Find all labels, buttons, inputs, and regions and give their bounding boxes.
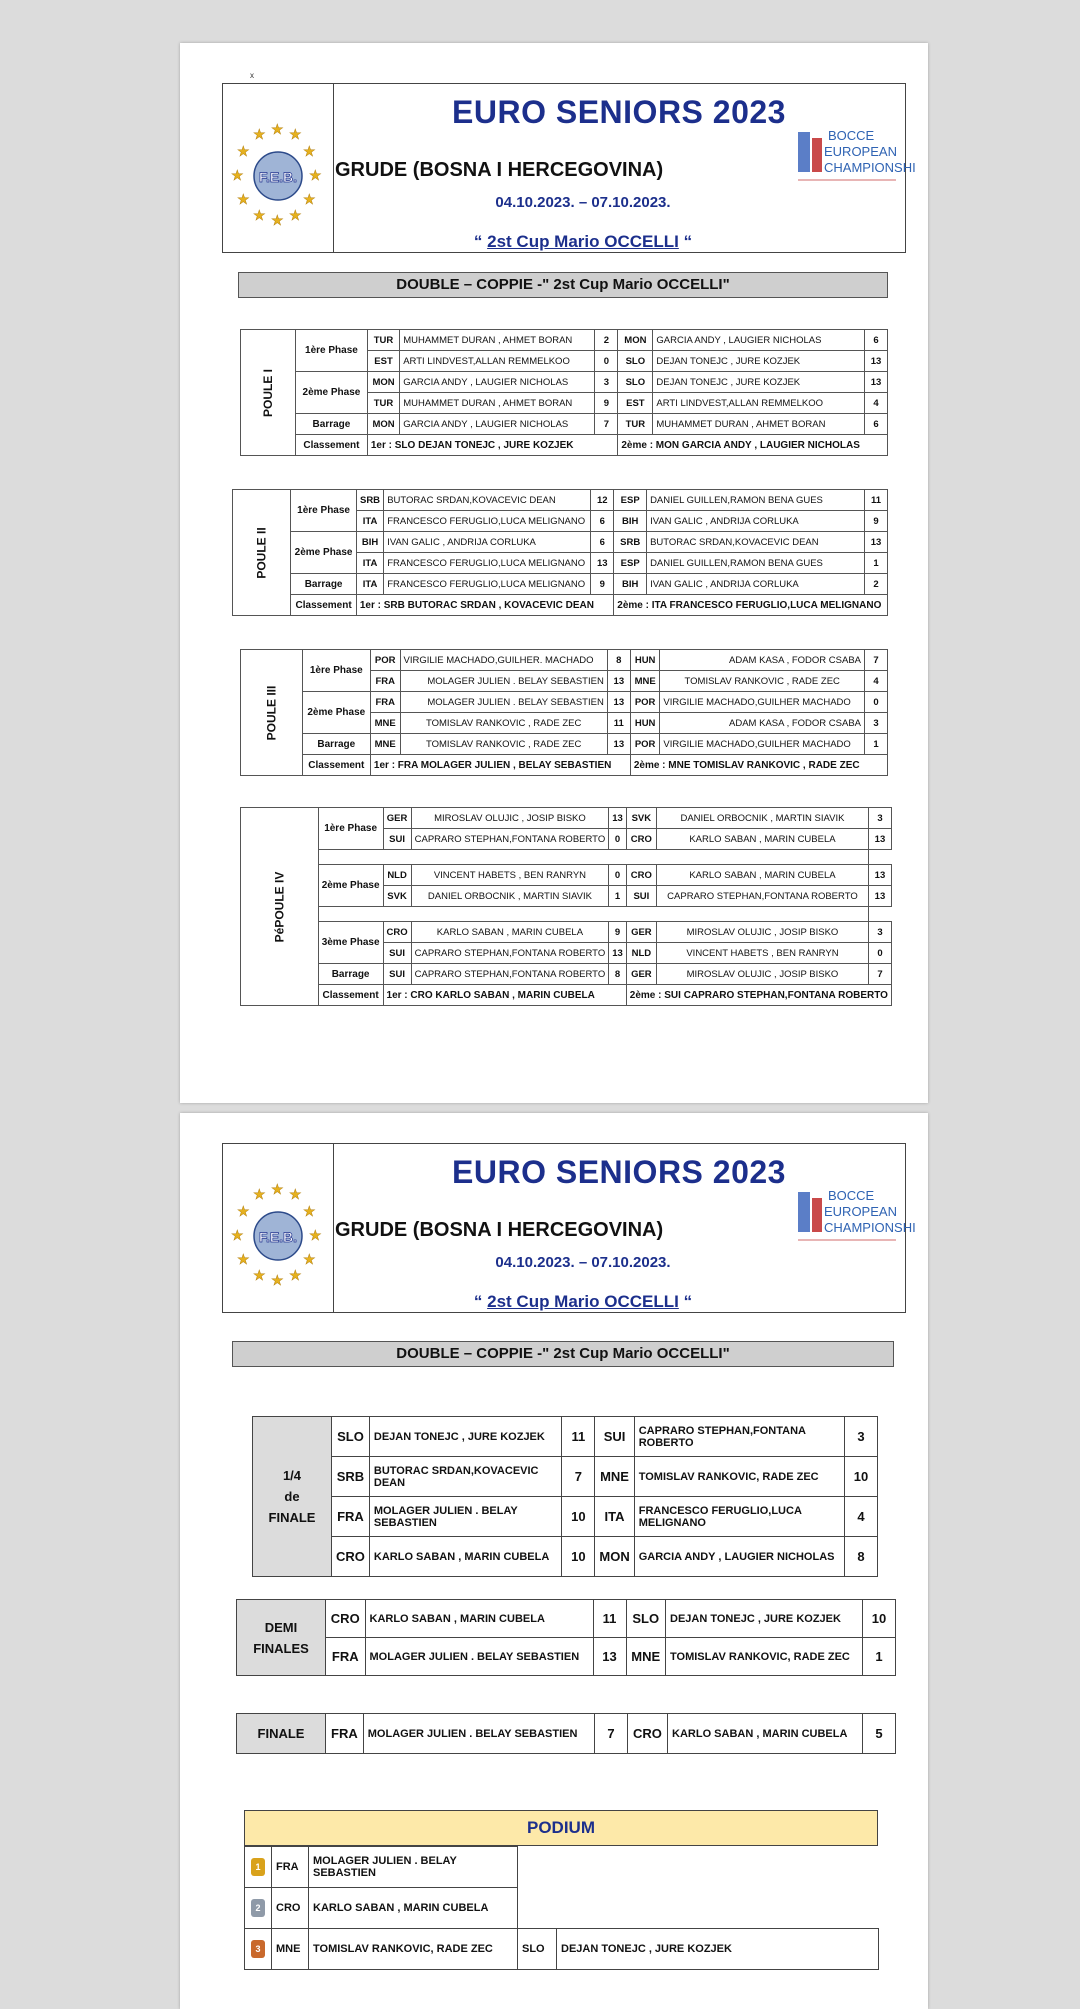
event-header [222, 83, 916, 253]
score: 13 [868, 829, 891, 850]
score: 7 [865, 650, 888, 671]
team-code: CRO [626, 865, 656, 886]
players: GARCIA ANDY , LAUGIER NICHOLAS [400, 414, 595, 435]
team-code: POR [630, 692, 660, 713]
score: 3 [595, 372, 618, 393]
svg-text:★: ★ [271, 212, 284, 228]
svg-text:★: ★ [231, 1227, 244, 1243]
phase-label: 2ème Phase [296, 372, 368, 414]
players: DANIEL GUILLEN,RAMON BENA GUES [647, 490, 865, 511]
cup-name [333, 232, 833, 252]
players: TOMISLAV RANKOVIC , RADE ZEC [400, 734, 607, 755]
team-code: SUI [383, 964, 411, 985]
team-code: GER [626, 964, 656, 985]
section-banner: DOUBLE – COPPIE -" 2st Cup Mario OCCELLI" [238, 272, 888, 298]
players: VIRGILIE MACHADO,GUILHER MACHADO [660, 692, 865, 713]
players: FRANCESCO FERUGLIO,LUCA MELIGNANO [384, 553, 591, 574]
team-code: SLO [332, 1417, 370, 1457]
cup-open-quote: “ [473, 232, 488, 251]
poule-label: PéPOULE IV [241, 808, 319, 1006]
team-code: SUI [595, 1417, 634, 1457]
score: 2 [865, 574, 888, 595]
score: 12 [591, 490, 614, 511]
svg-text:★: ★ [237, 191, 250, 207]
score: 8 [845, 1537, 878, 1577]
players: GARCIA ANDY , LAUGIER NICHOLAS [400, 372, 595, 393]
svg-text:BOCCE: BOCCE [828, 128, 875, 143]
players: GARCIA ANDY , LAUGIER NICHOLAS [653, 330, 865, 351]
team-code: POR [630, 734, 660, 755]
second-place: 2ème : MON GARCIA ANDY , LAUGIER NICHOLAS [618, 435, 888, 456]
score: 11 [562, 1417, 595, 1457]
players: BUTORAC SRDAN,KOVACEVIC DEAN [647, 532, 865, 553]
phase-label: 1ère Phase [318, 808, 383, 850]
event-title: EURO SENIORS 2023 [452, 94, 786, 130]
players: KARLO SABAN , MARIN CUBELA [656, 829, 868, 850]
document-page-2 [180, 1113, 928, 2009]
team-code: ITA [356, 574, 383, 595]
score: 6 [865, 414, 888, 435]
quarter-final-table [252, 1416, 878, 1577]
score: 13 [609, 808, 627, 829]
score: 7 [594, 1714, 627, 1754]
team-code: MNE [272, 1929, 309, 1970]
phase-label: 2ème Phase [318, 865, 383, 907]
score: 0 [865, 692, 888, 713]
team-code: NLD [626, 943, 656, 964]
svg-text:★: ★ [253, 1186, 266, 1202]
players: VINCENT HABETS , BEN RANRYN [656, 943, 868, 964]
score: 6 [865, 330, 888, 351]
team-code: BIH [356, 532, 383, 553]
players: ADAM KASA , FODOR CSABA [660, 650, 865, 671]
players: MUHAMMET DURAN , AHMET BORAN [653, 414, 865, 435]
svg-text:★: ★ [271, 121, 284, 137]
players: DEJAN TONEJC , JURE KOZJEK [369, 1417, 561, 1457]
players: VINCENT HABETS , BEN RANRYN [411, 865, 609, 886]
phase-label: 2ème Phase [291, 532, 357, 574]
svg-text:★: ★ [231, 167, 244, 183]
score: 8 [609, 964, 627, 985]
team-code: MNE [370, 713, 400, 734]
players: MIROSLAV OLUJIC , JOSIP BISKO [656, 964, 868, 985]
players: MUHAMMET DURAN , AHMET BORAN [400, 393, 595, 414]
svg-text:★: ★ [309, 1227, 322, 1243]
row-spacer [318, 850, 868, 865]
section-banner: DOUBLE – COPPIE -" 2st Cup Mario OCCELLI" [232, 1341, 894, 1367]
phase-label: Barrage [302, 734, 370, 755]
players: BUTORAC SRDAN,KOVACEVIC DEAN [369, 1457, 561, 1497]
team-code: CRO [627, 1714, 667, 1754]
event-dates: 04.10.2023. – 07.10.2023. [495, 194, 671, 211]
players: MOLAGER JULIEN . BELAY SEBASTIEN [400, 671, 607, 692]
score: 13 [868, 886, 891, 907]
score: 4 [865, 393, 888, 414]
bocce-logo [796, 1184, 916, 1262]
cup-open-quote: “ [473, 1292, 488, 1311]
players: MOLAGER JULIEN . BELAY SEBASTIEN [365, 1638, 593, 1676]
cup-name [333, 1292, 833, 1312]
team-code: CRO [332, 1537, 370, 1577]
svg-text:★: ★ [303, 143, 316, 159]
poule-table-3 [240, 649, 888, 776]
team-code: HUN [630, 650, 660, 671]
players: KARLO SABAN , MARIN CUBELA [668, 1714, 863, 1754]
phase-label: 3ème Phase [318, 922, 383, 964]
score: 10 [845, 1457, 878, 1497]
players: TOMISLAV RANKOVIC, RADE ZEC [634, 1457, 844, 1497]
team-code: MON [595, 1537, 634, 1577]
score: 13 [591, 553, 614, 574]
score: 7 [868, 964, 891, 985]
event-dates: 04.10.2023. – 07.10.2023. [495, 1254, 671, 1271]
svg-text:★: ★ [253, 126, 266, 142]
players: MOLAGER JULIEN . BELAY SEBASTIEN [400, 692, 607, 713]
players: FRANCESCO FERUGLIO,LUCA MELIGNANO [634, 1497, 844, 1537]
players: MUHAMMET DURAN , AHMET BORAN [400, 330, 595, 351]
team-code: SUI [383, 829, 411, 850]
svg-text:F.E.B.: F.E.B. [258, 169, 298, 185]
score: 2 [595, 330, 618, 351]
page-mark: x [250, 71, 254, 80]
team-code: HUN [630, 713, 660, 734]
team-code: MNE [630, 671, 660, 692]
players: IVAN GALIC , ANDRIJA CORLUKA [647, 511, 865, 532]
players: DEJAN TONEJC , JURE KOZJEK [666, 1600, 863, 1638]
score: 4 [865, 671, 888, 692]
score: 13 [865, 532, 888, 553]
phase-label: 1ère Phase [296, 330, 368, 372]
phase-label: 2ème Phase [302, 692, 370, 734]
svg-text:★: ★ [303, 191, 316, 207]
score: 3 [845, 1417, 878, 1457]
empty-cell [518, 1888, 879, 1929]
score: 3 [865, 713, 888, 734]
poule-label: POULE I [241, 330, 296, 456]
svg-text:★: ★ [289, 1267, 302, 1283]
team-code: BIH [614, 574, 647, 595]
score: 6 [591, 532, 614, 553]
event-header [222, 1143, 916, 1313]
feb-logo-cell [223, 84, 334, 252]
team-code: FRA [370, 671, 400, 692]
team-code: MNE [595, 1457, 634, 1497]
team-code: TUR [367, 393, 399, 414]
score: 9 [865, 511, 888, 532]
score: 9 [595, 393, 618, 414]
svg-text:CHAMPIONSHI: CHAMPIONSHI [824, 160, 916, 175]
svg-text:EUROPEAN: EUROPEAN [824, 1204, 897, 1219]
team-code: GER [626, 922, 656, 943]
poule-table-4 [240, 807, 892, 1006]
score: 7 [562, 1457, 595, 1497]
semi-final-label: DEMI FINALES [237, 1600, 326, 1676]
poule-table-1 [240, 329, 888, 456]
phase-label: Barrage [296, 414, 368, 435]
team-code: SLO [618, 372, 653, 393]
svg-text:★: ★ [271, 1181, 284, 1197]
quarter-final-label: 1/4 de FINALE [253, 1417, 332, 1577]
cup-title: 2st Cup Mario OCCELLI [487, 1292, 679, 1311]
cup-close-quote: “ [678, 232, 693, 251]
score: 0 [609, 865, 627, 886]
players: KARLO SABAN , MARIN CUBELA [656, 865, 868, 886]
event-location: GRUDE (BOSNA I HERCEGOVINA) [335, 159, 664, 181]
score: 13 [607, 734, 630, 755]
svg-text:CHAMPIONSHI: CHAMPIONSHI [824, 1220, 916, 1235]
poule-label: POULE II [233, 490, 291, 616]
players: CAPRARO STEPHAN,FONTANA ROBERTO [656, 886, 868, 907]
players: DANIEL ORBOCNIK , MARTIN SIAVIK [656, 808, 868, 829]
score: 3 [868, 808, 891, 829]
svg-text:F.E.B.: F.E.B. [258, 1229, 298, 1245]
team-code: FRA [326, 1638, 366, 1676]
score: 13 [609, 943, 627, 964]
players: ARTI LINDVEST,ALLAN REMMELKOO [400, 351, 595, 372]
players: DEJAN TONEJC , JURE KOZJEK [653, 372, 865, 393]
team-code: CRO [272, 1888, 309, 1929]
team-code: FRA [272, 1847, 309, 1888]
team-code: CRO [626, 829, 656, 850]
feb-logo-cell [223, 1144, 334, 1312]
team-code: TUR [367, 330, 399, 351]
phase-label: Barrage [291, 574, 357, 595]
score: 13 [868, 865, 891, 886]
svg-text:★: ★ [303, 1251, 316, 1267]
semi-final-table [236, 1599, 896, 1676]
classement-label: Classement [318, 985, 383, 1006]
score: 13 [607, 671, 630, 692]
score: 7 [595, 414, 618, 435]
score: 9 [591, 574, 614, 595]
players: IVAN GALIC , ANDRIJA CORLUKA [384, 532, 591, 553]
event-title: EURO SENIORS 2023 [452, 1154, 786, 1190]
players: FRANCESCO FERUGLIO,LUCA MELIGNANO [384, 511, 591, 532]
score: 0 [609, 829, 627, 850]
team-code: SUI [383, 943, 411, 964]
score: 13 [865, 372, 888, 393]
classement-label: Classement [302, 755, 370, 776]
svg-text:★: ★ [237, 143, 250, 159]
team-code: BIH [614, 511, 647, 532]
players: VIRGILIE MACHADO,GUILHER. MACHADO [400, 650, 607, 671]
first-place: 1er : FRA MOLAGER JULIEN , BELAY SEBASTIEN [370, 755, 630, 776]
players: KARLO SABAN , MARIN CUBELA [411, 922, 609, 943]
cup-close-quote: “ [678, 1292, 693, 1311]
empty-cell [518, 1847, 879, 1888]
players: DEJAN TONEJC , JURE KOZJEK [557, 1929, 879, 1970]
gold-medal-icon: 1 [245, 1847, 272, 1888]
team-code: TUR [618, 414, 653, 435]
players: GARCIA ANDY , LAUGIER NICHOLAS [634, 1537, 844, 1577]
score: 1 [609, 886, 627, 907]
players: MIROSLAV OLUJIC , JOSIP BISKO [411, 808, 609, 829]
feb-logo [223, 1144, 333, 1312]
phase-label: 1ère Phase [302, 650, 370, 692]
players: MIROSLAV OLUJIC , JOSIP BISKO [656, 922, 868, 943]
team-code: GER [383, 808, 411, 829]
players: DEJAN TONEJC , JURE KOZJEK [653, 351, 865, 372]
poule-label: POULE III [241, 650, 303, 776]
team-code: EST [618, 393, 653, 414]
players: CAPRARO STEPHAN,FONTANA ROBERTO [411, 943, 609, 964]
svg-text:★: ★ [237, 1251, 250, 1267]
poule-table-2 [232, 489, 888, 616]
score: 11 [607, 713, 630, 734]
score: 3 [868, 922, 891, 943]
players: CAPRARO STEPHAN,FONTANA ROBERTO [411, 829, 609, 850]
players: TOMISLAV RANKOVIC, RADE ZEC [309, 1929, 518, 1970]
players: IVAN GALIC , ANDRIJA CORLUKA [647, 574, 865, 595]
row-spacer [318, 907, 868, 922]
svg-text:★: ★ [303, 1203, 316, 1219]
score: 0 [595, 351, 618, 372]
team-code: SLO [626, 1600, 666, 1638]
players: TOMISLAV RANKOVIC , RADE ZEC [400, 713, 607, 734]
team-code: SVK [626, 808, 656, 829]
players: TOMISLAV RANKOVIC , RADE ZEC [660, 671, 865, 692]
players: BUTORAC SRDAN,KOVACEVIC DEAN [384, 490, 591, 511]
team-code: MNE [626, 1638, 666, 1676]
second-place: 2ème : ITA FRANCESCO FERUGLIO,LUCA MELIGNANO [614, 595, 888, 616]
score: 10 [562, 1497, 595, 1537]
bocce-logo [796, 124, 916, 202]
score: 13 [607, 692, 630, 713]
team-code: SRB [356, 490, 383, 511]
podium-title: PODIUM [244, 1810, 878, 1846]
final-table [236, 1713, 896, 1754]
team-code: SVK [383, 886, 411, 907]
team-code: ITA [595, 1497, 634, 1537]
svg-text:★: ★ [253, 207, 266, 223]
score: 13 [865, 351, 888, 372]
players: MOLAGER JULIEN . BELAY SEBASTIEN [363, 1714, 594, 1754]
players: ADAM KASA , FODOR CSABA [660, 713, 865, 734]
team-code: MON [618, 330, 653, 351]
event-location: GRUDE (BOSNA I HERCEGOVINA) [335, 1219, 664, 1241]
team-code: CRO [326, 1600, 366, 1638]
svg-text:★: ★ [253, 1267, 266, 1283]
cup-title: 2st Cup Mario OCCELLI [487, 232, 679, 251]
players: CAPRARO STEPHAN,FONTANA ROBERTO [634, 1417, 844, 1457]
team-code: MON [367, 414, 399, 435]
players: DANIEL GUILLEN,RAMON BENA GUES [647, 553, 865, 574]
players: MOLAGER JULIEN . BELAY SEBASTIEN [309, 1847, 518, 1888]
team-code: MON [367, 372, 399, 393]
final-label: FINALE [237, 1714, 326, 1754]
first-place: 1er : CRO KARLO SABAN , MARIN CUBELA [383, 985, 626, 1006]
score: 4 [845, 1497, 878, 1537]
team-code: POR [370, 650, 400, 671]
team-code: ESP [614, 553, 647, 574]
team-code: SLO [618, 351, 653, 372]
first-place: 1er : SLO DEJAN TONEJC , JURE KOZJEK [367, 435, 617, 456]
team-code: FRA [332, 1497, 370, 1537]
svg-text:★: ★ [309, 167, 322, 183]
team-code: SRB [614, 532, 647, 553]
team-code: NLD [383, 865, 411, 886]
team-code: SRB [332, 1457, 370, 1497]
score: 0 [868, 943, 891, 964]
score: 11 [593, 1600, 626, 1638]
classement-label: Classement [296, 435, 368, 456]
score: 9 [609, 922, 627, 943]
podium-table [244, 1846, 879, 1970]
phase-label: Barrage [318, 964, 383, 985]
score: 1 [865, 553, 888, 574]
classement-label: Classement [291, 595, 357, 616]
team-code: EST [367, 351, 399, 372]
score: 1 [865, 734, 888, 755]
team-code: SLO [518, 1929, 557, 1970]
team-code: MNE [370, 734, 400, 755]
silver-medal-icon: 2 [245, 1888, 272, 1929]
players: DANIEL ORBOCNIK , MARTIN SIAVIK [411, 886, 609, 907]
team-code: ESP [614, 490, 647, 511]
team-code: ITA [356, 553, 383, 574]
second-place: 2ème : MNE TOMISLAV RANKOVIC , RADE ZEC [630, 755, 887, 776]
score: 13 [593, 1638, 626, 1676]
phase-label: 1ère Phase [291, 490, 357, 532]
players: VIRGILIE MACHADO,GUILHER MACHADO [660, 734, 865, 755]
team-code: SUI [626, 886, 656, 907]
svg-text:★: ★ [289, 1186, 302, 1202]
svg-text:BOCCE: BOCCE [828, 1188, 875, 1203]
score: 10 [562, 1537, 595, 1577]
score: 5 [863, 1714, 896, 1754]
team-code: ITA [356, 511, 383, 532]
score: 8 [607, 650, 630, 671]
players: KARLO SABAN , MARIN CUBELA [365, 1600, 593, 1638]
team-code: FRA [326, 1714, 364, 1754]
players: FRANCESCO FERUGLIO,LUCA MELIGNANO [384, 574, 591, 595]
score: 11 [865, 490, 888, 511]
svg-text:★: ★ [271, 1272, 284, 1288]
second-place: 2ème : SUI CAPRARO STEPHAN,FONTANA ROBERTO [626, 985, 891, 1006]
players: KARLO SABAN , MARIN CUBELA [369, 1537, 561, 1577]
svg-text:★: ★ [289, 126, 302, 142]
players: CAPRARO STEPHAN,FONTANA ROBERTO [411, 964, 609, 985]
players: MOLAGER JULIEN . BELAY SEBASTIEN [369, 1497, 561, 1537]
players: TOMISLAV RANKOVIC, RADE ZEC [666, 1638, 863, 1676]
svg-text:★: ★ [289, 207, 302, 223]
players: KARLO SABAN , MARIN CUBELA [309, 1888, 518, 1929]
team-code: CRO [383, 922, 411, 943]
document-page-1 [180, 43, 928, 1103]
players: ARTI LINDVEST,ALLAN REMMELKOO [653, 393, 865, 414]
feb-logo [223, 84, 333, 252]
svg-text:★: ★ [237, 1203, 250, 1219]
team-code: FRA [370, 692, 400, 713]
svg-text:EUROPEAN: EUROPEAN [824, 144, 897, 159]
score: 6 [591, 511, 614, 532]
bronze-medal-icon: 3 [245, 1929, 272, 1970]
score: 10 [863, 1600, 896, 1638]
first-place: 1er : SRB BUTORAC SRDAN , KOVACEVIC DEAN [356, 595, 613, 616]
score: 1 [863, 1638, 896, 1676]
